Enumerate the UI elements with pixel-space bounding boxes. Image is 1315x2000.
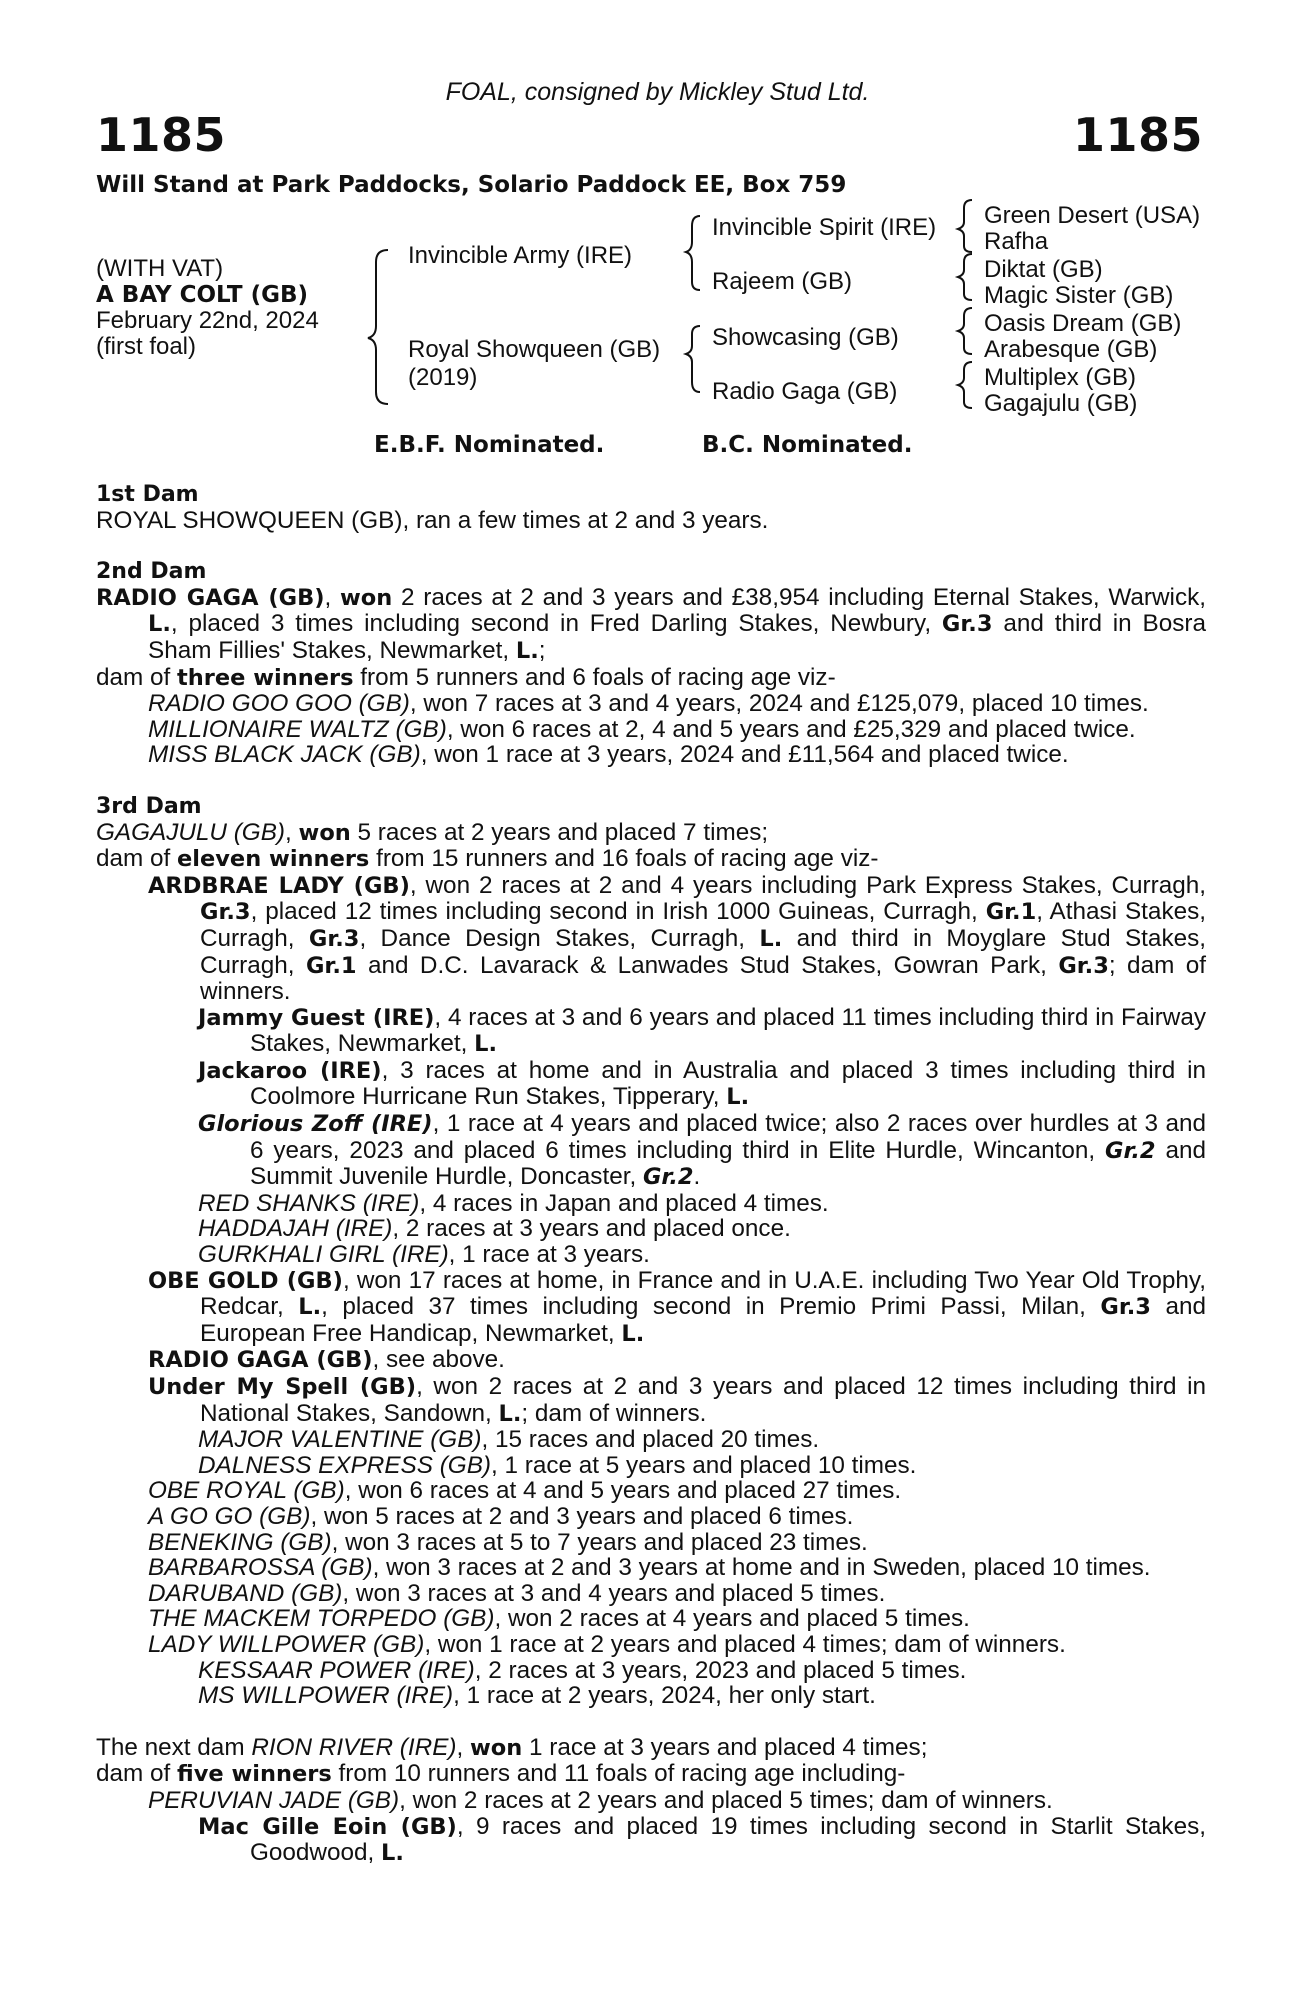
group-tag: Gr.1 — [985, 899, 1037, 926]
entry-text: , won 3 races at 5 to 7 years and placed 23 times. — [331, 1528, 868, 1556]
group-tag: Gr.2 — [1105, 1137, 1156, 1164]
entry-text: , 15 races and placed 20 times. — [481, 1426, 820, 1454]
horse-name: MS WILLPOWER (IRE) — [198, 1682, 454, 1710]
second-dam-section — [96, 559, 1206, 768]
progeny-entry — [148, 691, 1206, 717]
next-dam-section — [96, 1735, 1206, 1867]
horse-name: BARBAROSSA (GB) — [148, 1554, 373, 1582]
lot-number-left: 1185 — [96, 108, 227, 162]
horse-name: DARUBAND (GB) — [148, 1579, 343, 1607]
group-tag: Gr.3 — [1100, 1294, 1151, 1321]
horse-name: ARDBRAE LADY (GB) — [148, 872, 410, 899]
entry-text: , won 2 races at 2 and 4 years including Park Express Stakes, Curragh, — [409, 871, 1207, 899]
entry-text: , Dance Design Stakes, Curragh, — [359, 924, 760, 952]
entry-text: and European Free Handicap, Newmarket, — [200, 1293, 1206, 1347]
progeny-entry — [198, 1216, 1206, 1242]
entry-text: , won 6 races at 4 and 5 years and placed 27 times. — [344, 1477, 902, 1505]
dam: Royal Showqueen (GB) — [408, 336, 661, 363]
ebf-nominated: E.B.F. Nominated. — [374, 432, 605, 458]
entry-text: , Athasi Stakes, Curragh, — [200, 898, 1206, 952]
stand-location: Will Stand at Park Paddocks, Solario Paddock EE, Box 759 — [96, 172, 847, 198]
entry-text: , won 5 races at 2 and 3 years and placed 6 times. — [310, 1502, 854, 1530]
group-tag: Gr.3 — [200, 899, 251, 926]
progeny-entry — [198, 1058, 1206, 1111]
sire-sire-dam: Rafha — [984, 228, 1049, 255]
horse-name: GAGAJULU (GB) — [96, 818, 286, 846]
bc-nominated: B.C. Nominated. — [702, 432, 913, 458]
sire-sire: Invincible Spirit (IRE) — [712, 214, 937, 241]
group-tag: Gr.3 — [308, 925, 360, 952]
entry-text: , 9 races and placed 19 times including second in Starlit Stakes, Goodwood, — [250, 1812, 1206, 1867]
entry-text: , 1 race at 5 years and placed 10 times. — [491, 1451, 917, 1479]
entry-text: , placed 3 times including second in Fred Darling Stakes, Newbury, — [170, 610, 942, 638]
horse-name: LADY WILLPOWER (GB) — [148, 1630, 425, 1658]
dam-dam-dam: Gagajulu (GB) — [984, 390, 1138, 417]
dam-year: (2019) — [408, 364, 478, 391]
progeny-entry — [198, 1683, 1206, 1709]
entry-text: , 4 races in Japan and placed 4 times. — [419, 1189, 829, 1217]
entry-text: , won 3 races at 2 and 3 years at home and in Sweden, placed 10 times. — [372, 1554, 1151, 1582]
dam-dam-sire: Multiplex (GB) — [984, 364, 1137, 391]
progeny-entry — [198, 1453, 1206, 1479]
won-label: won — [340, 584, 393, 611]
progeny-entry — [198, 1191, 1206, 1217]
progeny-entry — [148, 717, 1206, 743]
progeny-entry — [148, 1530, 1206, 1556]
horse-name: HADDAJAH (IRE) — [198, 1215, 393, 1243]
next-dam-line — [96, 1735, 1206, 1762]
entry-text: from 15 runners and 16 foals of racing age viz- — [369, 845, 879, 873]
progeny-entry — [148, 1504, 1206, 1530]
winners-count: five winners — [177, 1761, 332, 1788]
progeny-entry — [148, 1478, 1206, 1504]
section-heading: 2nd Dam — [96, 559, 207, 585]
horse-name: KESSAAR POWER (IRE) — [198, 1656, 475, 1684]
dam-sire-sire: Oasis Dream (GB) — [984, 310, 1182, 337]
separator: , — [324, 583, 341, 611]
winners-count: eleven winners — [177, 846, 370, 873]
sire: Invincible Army (IRE) — [408, 242, 633, 269]
entry-text: , see above. — [372, 1346, 505, 1374]
entry-text: , won 2 races at 4 years and placed 5 times. — [494, 1605, 970, 1633]
listed-tag: L. — [474, 1031, 498, 1058]
dam-of-line — [96, 1761, 1206, 1788]
entry-text: , 2 races at 3 years and placed once. — [392, 1215, 791, 1243]
entry-text: from 10 runners and 11 foals of racing age including- — [331, 1760, 906, 1788]
sire-dam-dam: Magic Sister (GB) — [984, 282, 1174, 309]
entry-text: and D.C. Lavarack & Lanwades Stud Stakes, Gowran Park, — [356, 951, 1059, 979]
group-tag: Gr.1 — [305, 952, 357, 979]
date-of-birth: February 22nd, 2024 — [96, 307, 319, 334]
foal-note: (first foal) — [96, 333, 197, 360]
progeny-entry — [148, 873, 1206, 1005]
entry-text: ; dam of winners. — [521, 1399, 707, 1427]
horse-name: RADIO GAGA (GB) — [96, 584, 325, 611]
horse-name: RADIO GOO GOO (GB) — [148, 690, 410, 718]
entry-text: , won 7 races at 3 and 4 years, 2024 and £125,079, placed 10 times. — [409, 690, 1149, 718]
progeny-entry — [148, 1268, 1206, 1348]
horse-name: DALNESS EXPRESS (GB) — [198, 1451, 491, 1479]
entry-text: ; — [538, 636, 546, 664]
entry-text: 5 races at 2 years and placed 7 times; — [350, 818, 769, 846]
horse-name: RADIO GAGA (GB) — [148, 1347, 373, 1374]
horse-name: MILLIONAIRE WALTZ (GB) — [148, 715, 447, 743]
entry-text: , won 17 races at home, in France and in U.A.E. including Two Year Old Trophy, Redcar, — [200, 1266, 1206, 1321]
catalogue-body — [96, 482, 1206, 1867]
horse-name: OBE GOLD (GB) — [148, 1267, 343, 1294]
progeny-entry — [198, 1242, 1206, 1268]
entry-text: , 2 races at 3 years, 2023 and placed 5 times. — [474, 1656, 967, 1684]
third-dam-section — [96, 794, 1206, 1709]
sire-dam: Rajeem (GB) — [712, 268, 853, 295]
dam-sire-dam: Arabesque (GB) — [984, 336, 1158, 363]
progeny-entry — [148, 1581, 1206, 1607]
group-tag: Gr.3 — [1058, 952, 1109, 979]
progeny-entry — [148, 1632, 1206, 1658]
separator: , — [456, 1733, 471, 1761]
horse-name: GURKHALI GIRL (IRE) — [198, 1241, 449, 1269]
group-tag: Gr.2 — [642, 1164, 694, 1191]
horse-name: Mac Gille Eoin (GB) — [198, 1813, 457, 1840]
entry-text: , placed 37 times including second in Premio Primi Passi, Milan, — [321, 1293, 1101, 1321]
entry-text: , won 2 races at 2 years and placed 5 times; dam of winners. — [399, 1786, 1053, 1814]
progeny-entry — [198, 1814, 1206, 1867]
entry-text: and third in Bosra Sham Fillies' Stakes, Newmarket, — [148, 610, 1207, 664]
won-label: won — [470, 1734, 523, 1761]
entry-text: from 5 runners and 6 foals of racing age viz- — [353, 663, 836, 691]
horse-name: Jammy Guest (IRE) — [198, 1004, 435, 1031]
dam-of-line — [96, 846, 1206, 873]
section-heading: 3rd Dam — [96, 793, 202, 819]
progeny-entry — [148, 1347, 1206, 1374]
progeny-entry — [148, 1788, 1206, 1814]
second-dam-entry — [96, 585, 1206, 665]
entry-text: , won 6 races at 2, 4 and 5 years and £25,329 and placed twice. — [446, 715, 1136, 743]
listed-tag: L. — [759, 925, 783, 952]
entry-text: dam of — [96, 663, 178, 691]
entry-text: , won 1 race at 3 years, 2024 and £11,564 and placed twice. — [420, 741, 1069, 769]
progeny-entry — [198, 1427, 1206, 1453]
subject-name: A BAY COLT (GB) — [96, 282, 309, 308]
horse-name: OBE ROYAL (GB) — [148, 1477, 345, 1505]
dam-of-line — [96, 665, 1206, 692]
third-dam-line — [96, 820, 1206, 847]
entry-text: , 1 race at 2 years, 2024, her only start. — [453, 1682, 876, 1710]
progeny-entry — [198, 1658, 1206, 1684]
entry-text: and Summit Juvenile Hurdle, Doncaster, — [250, 1136, 1206, 1191]
separator: , — [285, 818, 299, 846]
horse-name: THE MACKEM TORPEDO (GB) — [148, 1605, 495, 1633]
horse-name: RED SHANKS (IRE) — [198, 1189, 420, 1217]
progeny-entry — [198, 1111, 1206, 1191]
horse-name: Glorious Zoff (IRE) — [198, 1111, 433, 1138]
horse-name: BENEKING (GB) — [148, 1528, 332, 1556]
progeny-entry — [148, 1606, 1206, 1632]
entry-text: , won 3 races at 3 and 4 years and placed 5 times. — [342, 1579, 886, 1607]
first-dam-section — [96, 482, 1206, 533]
entry-text: , won 1 race at 2 years and placed 4 times; dam of winners. — [424, 1630, 1066, 1658]
listed-tag: L. — [381, 1840, 404, 1867]
listed-tag: L. — [148, 611, 171, 638]
entry-text: 2 races at 2 and 3 years and £38,954 including Eternal Stakes, Warwick, — [392, 583, 1206, 611]
entry-text: , 3 races at home and in Australia and placed 3 times including third in Coolmore Hurricane Run Stakes, Tipperary, — [250, 1056, 1206, 1111]
listed-tag: L. — [726, 1084, 750, 1111]
horse-name: MAJOR VALENTINE (GB) — [198, 1426, 482, 1454]
horse-name: MISS BLACK JACK (GB) — [148, 741, 421, 769]
entry-text: , won 2 races at 2 and 3 years and placed 12 times including third in National Stakes, Sandown, — [200, 1373, 1206, 1427]
consignment-line: FOAL, consigned by Mickley Stud Ltd. — [445, 78, 870, 106]
entry-text: dam of — [96, 1760, 178, 1788]
won-label: won — [298, 819, 351, 846]
progeny-entry — [148, 742, 1206, 768]
vat-note: (WITH VAT) — [96, 255, 224, 282]
listed-tag: L. — [298, 1294, 322, 1321]
horse-name: PERUVIAN JADE (GB) — [148, 1786, 400, 1814]
listed-tag: L. — [515, 637, 539, 664]
horse-name: RION RIVER (IRE) — [251, 1733, 457, 1761]
dam-dam: Radio Gaga (GB) — [712, 378, 898, 405]
entry-text: , 4 races at 3 and 6 years and placed 11 times including third in Fairway Stakes, Newmarket, — [250, 1003, 1206, 1058]
horse-name: Under My Spell (GB) — [148, 1374, 417, 1400]
listed-tag: L. — [498, 1400, 522, 1427]
entry-text: dam of — [96, 845, 178, 873]
lot-number-right: 1185 — [1072, 108, 1203, 162]
entry-text: . — [693, 1163, 701, 1191]
group-tag: Gr.3 — [941, 611, 993, 638]
first-dam-line: ROYAL SHOWQUEEN (GB), ran a few times at 2 and 3 years. — [96, 506, 769, 534]
entry-text: ; dam of winners. — [200, 951, 1207, 1006]
dam-sire: Showcasing (GB) — [712, 324, 899, 351]
entry-text: , placed 12 times including second in Irish 1000 Guineas, Curragh, — [250, 898, 986, 926]
entry-text: , 1 race at 4 years and placed twice; also 2 races over hurdles at 3 and 6 years, 2023 and placed 6 times including third in Elite Hurdle, Wincanton, — [250, 1110, 1207, 1164]
listed-tag: L. — [621, 1320, 645, 1347]
entry-text: , 1 race at 3 years. — [448, 1241, 650, 1269]
progeny-entry — [198, 1005, 1206, 1058]
progeny-entry — [148, 1374, 1206, 1427]
section-heading: 1st Dam — [96, 482, 199, 507]
entry-text: The next dam — [96, 1733, 252, 1761]
sire-sire-sire: Green Desert (USA) — [984, 202, 1201, 229]
winners-count: three winners — [177, 664, 354, 691]
progeny-entry — [148, 1555, 1206, 1581]
horse-name: Jackaroo (IRE) — [198, 1057, 382, 1084]
entry-text: and third in Moyglare Stud Stakes, Curragh, — [200, 924, 1207, 979]
sire-dam-sire: Diktat (GB) — [984, 256, 1103, 283]
entry-text: 1 race at 3 years and placed 4 times; — [522, 1733, 928, 1761]
horse-name: A GO GO (GB) — [148, 1502, 311, 1530]
